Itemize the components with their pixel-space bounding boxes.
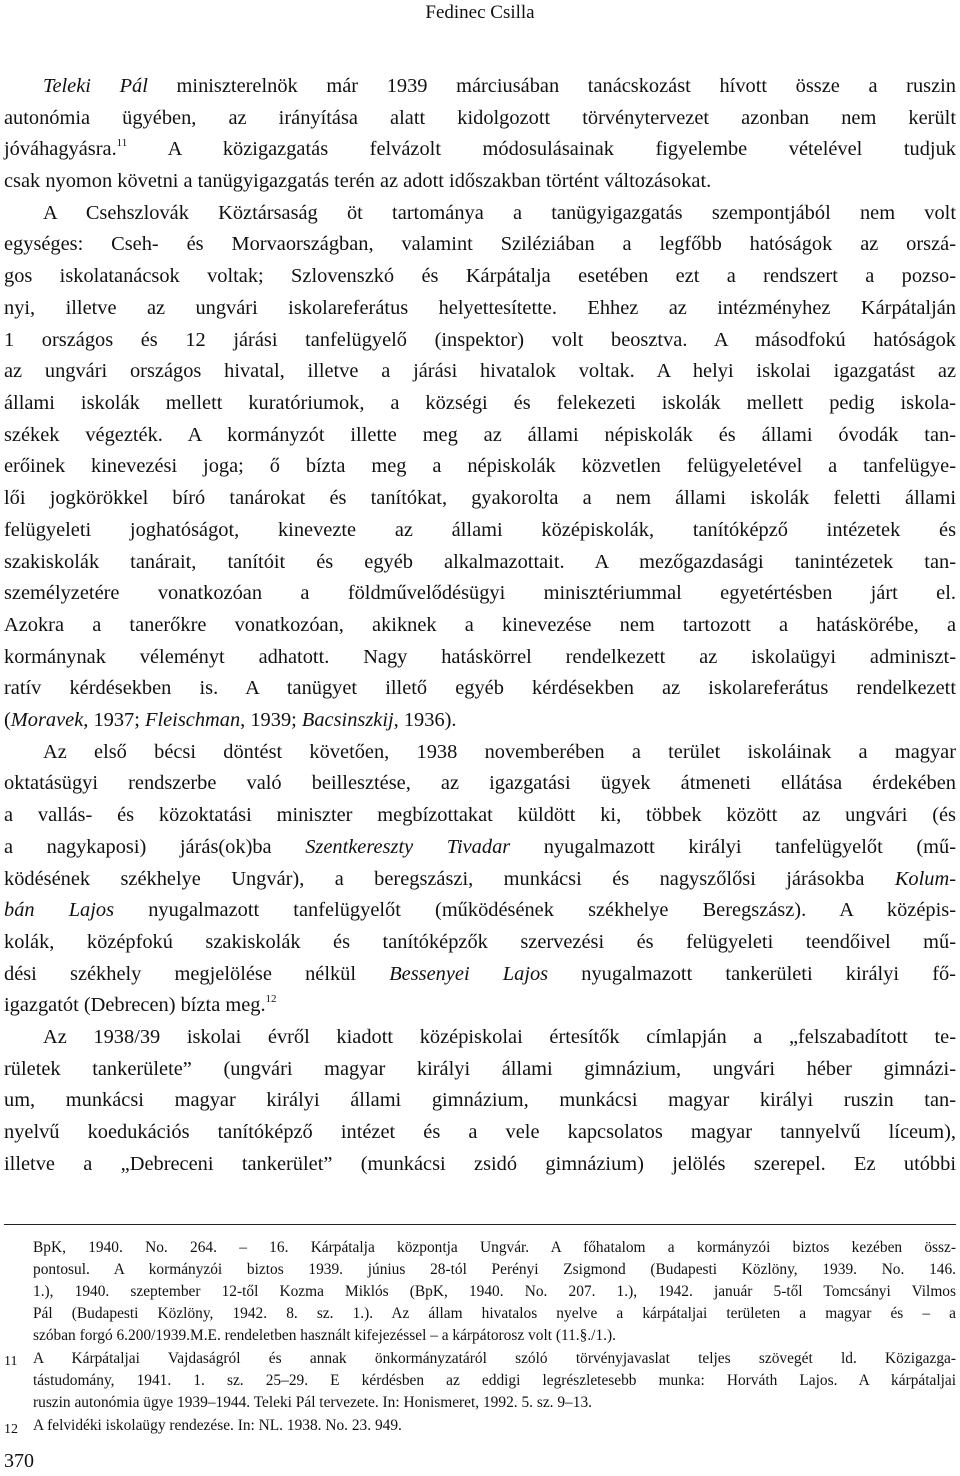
body-line xyxy=(4,230,956,258)
body-line xyxy=(4,611,956,639)
page-number: 370 xyxy=(4,1450,34,1472)
body-line xyxy=(4,833,956,861)
footnote-line: 1.), 1940. szeptember 12-től Kozma Miklós (BpK, 1940. No. 207. 1.), 1942. január 5-től Tomcsányi Vilmos xyxy=(33,1283,956,1300)
body-line xyxy=(4,357,956,385)
footnote-ref: 11 xyxy=(116,137,128,149)
body-line xyxy=(4,1086,956,1114)
body-line xyxy=(43,199,956,227)
text-run: egységes: Cseh- és Morvaországban, valamint Sziléziában a legfőbb hatóságok az orszá- xyxy=(4,233,956,255)
footnote-line: A Kárpátaljai Vajdaságról és annak önkormányzatáról szóló törvényjavaslat teljes szövegét ld. Közigazga- xyxy=(33,1350,956,1367)
italic-name: Moravek xyxy=(10,709,84,731)
text-run: az ungvári országos hivatal, illetve a járási hivatalok voltak. A helyi iskolai igazgatást az xyxy=(4,360,956,382)
body-line xyxy=(4,262,956,290)
body-line xyxy=(4,991,956,1019)
text-run: , 1936). xyxy=(393,709,457,731)
text-run: jóváhagyásra. xyxy=(4,138,117,160)
text-run: lői jogkörökkel bíró tanárokat és tanítókat, gyakorolta a nem állami iskolák feletti állami xyxy=(4,487,956,509)
text-run: nyugalmazott tankerületi királyi fő- xyxy=(548,963,956,985)
body-line xyxy=(4,294,956,322)
italic-name: Szentkereszty Tivadar xyxy=(305,836,511,858)
footnote-line: pontosul. A kormányzói biztos 1939. június 28-tól Perényi Zsigmond (Budapesti Közlöny, 1939. No. 146. xyxy=(33,1261,956,1278)
body-line xyxy=(4,643,956,671)
text-run: a nagykaposi) járás(ok)ba xyxy=(4,836,306,858)
text-run: ratív kérdésekben is. A tanügyet illető egyéb kérdésekben az iskolareferátus rendelkezett xyxy=(4,677,956,699)
body-line xyxy=(43,1023,956,1051)
footnote-line: tástudomány, 1941. 1. sz. 25–29. E kérdésben az eddigi legrészletesebb munka: Horváth Lajos. A kárpátaljai xyxy=(33,1372,956,1389)
footnote-line: szóban forgó 6.200/1939.M.E. rendeletben használt kifejezéssel – a kárpátorosz volt (11.§./1.). xyxy=(33,1327,616,1344)
text-run: nyelvű koedukációs tanítóképző intézet és a vele kapcsolatos magyar tannyelvű líceum), xyxy=(4,1121,956,1143)
body-line xyxy=(4,516,956,544)
footnote-line: BpK, 1940. No. 264. – 16. Kárpátalja központja Ungvár. A főhatalom a kormányzói biztos kezében össz- xyxy=(33,1239,956,1256)
text-run: ködésének székhelye Ungvár), a beregszászi, munkácsi és nagyszőlősi járásokba xyxy=(4,868,895,890)
body-line xyxy=(4,326,956,354)
text-run: , 1939; xyxy=(240,709,302,731)
body-line xyxy=(4,960,956,988)
italic-name: Kolum- xyxy=(894,868,956,890)
body-line xyxy=(4,674,956,702)
body-line xyxy=(4,706,956,734)
text-run: nyugalmazott királyi tanfelügyelőt (mű- xyxy=(510,836,956,858)
text-run: oktatásügyi rendszerbe való beillesztése, az igazgatási ügyek átmeneti ellátása érdekében xyxy=(4,772,956,794)
body-line xyxy=(43,72,956,100)
body-line xyxy=(4,548,956,576)
text-run: csak nyomon követni a tanügyigazgatás terén az adott időszakban történt változásokat. xyxy=(4,170,712,192)
body-line xyxy=(4,896,956,924)
footnote-mark-11: 11 xyxy=(4,1354,18,1369)
italic-name: Bessenyei Lajos xyxy=(389,963,549,985)
body-line xyxy=(4,484,956,512)
text-run: felügyeleti joghatóságot, kinevezte az állami középiskolák, tanítóképző intézetek és xyxy=(4,519,956,541)
text-run: igazgatót (Debrecen) bízta meg. xyxy=(4,994,266,1016)
text-run: székek végezték. A kormányzót illette meg az állami népiskolák és állami óvodák tan- xyxy=(4,424,956,446)
body-line xyxy=(4,421,956,449)
text-run: személyzetére vonatkozóan a földművelődésügyi minisztériummal egyetértésben járt el. xyxy=(4,582,956,604)
body-line xyxy=(4,389,956,417)
text-run: nyugalmazott tanfelügyelőt (működésének székhelye Beregszász). A középis- xyxy=(114,899,956,921)
italic-name: Teleki Pál xyxy=(43,75,148,97)
text-run: ( xyxy=(4,709,11,731)
body-line xyxy=(4,801,956,829)
body-line xyxy=(4,1118,956,1146)
text-run: Az első bécsi döntést követően, 1938 novemberében a terület iskoláinak a magyar xyxy=(43,741,956,763)
text-run: nyi, illetve az ungvári iskolareferátus helyettesítette. Ehhez az intézményhez Kárpátalján xyxy=(4,297,956,319)
text-run: miniszterelnök már 1939 márciusában tanácskozást hívott össze a ruszin xyxy=(147,75,956,97)
body-line xyxy=(4,865,956,893)
body-line xyxy=(4,452,956,480)
text-run: szakiskolák tanárait, tanítóit és egyéb alkalmazottait. A mezőgazdasági tanintézetek tan- xyxy=(4,551,956,573)
body-line xyxy=(4,928,956,956)
footnote-line: ruszin autonómia ügye 1939–1944. Teleki Pál tervezete. In: Honismeret, 1992. 5. sz. 9–13. xyxy=(33,1394,592,1411)
text-run: a vallás- és közoktatási miniszter megbízottakat küldött ki, többek között az ungvári (és xyxy=(4,804,956,826)
text-run: autonómia ügyében, az irányítása alatt kidolgozott törvénytervezet azonban nem került xyxy=(4,107,956,129)
text-run: Az 1938/39 iskolai évről kiadott középiskolai értesítők címlapján a „felszabadított te- xyxy=(43,1026,956,1048)
text-run: kolák, középfokú szakiskolák és tanítóképzők szervezési és felügyeleti teendőivel mű- xyxy=(4,931,956,953)
body-line xyxy=(4,104,956,132)
text-run: A közigazgatás felvázolt módosulásainak figyelembe vételével tudjuk xyxy=(127,138,956,160)
italic-name: Fleischman xyxy=(145,709,241,731)
footnote-mark-12: 12 xyxy=(4,1422,18,1437)
text-run: um, munkácsi magyar királyi állami gimnázium, munkácsi magyar királyi ruszin tan- xyxy=(4,1089,956,1111)
footnote-rule xyxy=(4,1224,956,1225)
body-line xyxy=(4,167,956,195)
text-run: kormánynak véleményt adhatott. Nagy hatáskörrel rendelkezett az iskolaügyi adminiszt- xyxy=(4,646,956,668)
text-run: A Csehszlovák Köztársaság öt tartománya a tanügyigazgatás szempontjából nem volt xyxy=(43,202,956,224)
running-header: Fedinec Csilla xyxy=(425,2,535,23)
body-line xyxy=(4,135,956,163)
body-line xyxy=(4,1150,956,1178)
body-line xyxy=(4,769,956,797)
text-run: , 1937; xyxy=(83,709,146,731)
text-run: rületek tankerülete” (ungvári magyar királyi állami gimnázium, ungvári héber gimnázi- xyxy=(4,1058,956,1080)
text-run: állami iskolák mellett kuratóriumok, a községi és felekezeti iskolák mellett pedig iskola- xyxy=(4,392,956,414)
text-run: erőinek kinevezési joga; ő bízta meg a népiskolák közvetlen felügyeletével a tanfelügye- xyxy=(4,455,956,477)
text-run: 1 országos és 12 járási tanfelügyelő (inspektor) volt beosztva. A másodfokú hatóságok xyxy=(4,329,956,351)
italic-name: bán Lajos xyxy=(4,899,115,921)
footnote-line: A felvidéki iskolaügy rendezése. In: NL. 1938. No. 23. 949. xyxy=(33,1417,402,1434)
body-line xyxy=(43,738,956,766)
footnote-line: Pál (Budapesti Közlöny, 1942. 8. sz. 1.). Az állam hivatalos nyelve a kárpátaljai területen a magyar és – a xyxy=(33,1305,956,1322)
footnote-ref: 12 xyxy=(265,993,277,1005)
body-line xyxy=(4,579,956,607)
text-run: gos iskolatanácsok voltak; Szlovenszkó és Kárpátalja esetében ezt a rendszert a pozso- xyxy=(4,265,956,287)
text-run: illetve a „Debreceni tankerület” (munkácsi zsidó gimnázium) jelölés szerepel. Ez utóbbi xyxy=(4,1153,956,1175)
text-run: Azokra a tanerőkre vonatkozóan, akiknek a kinevezése nem tartozott a hatáskörébe, a xyxy=(4,614,956,636)
body-line xyxy=(4,1055,956,1083)
italic-name: Bacsinszkij xyxy=(301,709,394,731)
text-run: dési székhely megjelölése nélkül xyxy=(4,963,390,985)
